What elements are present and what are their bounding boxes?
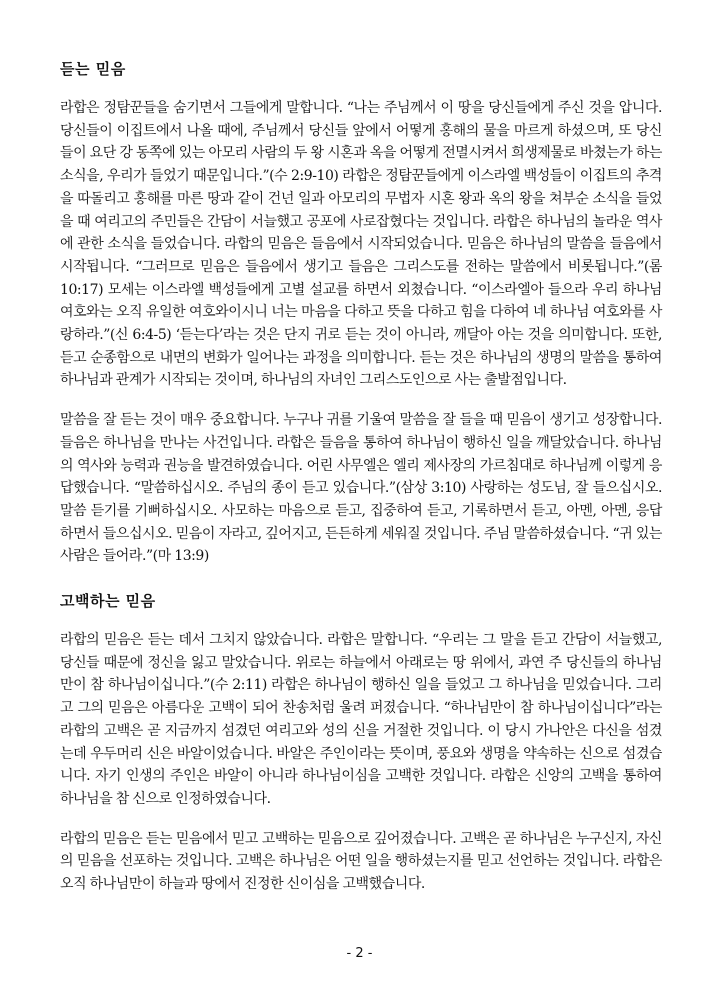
paragraph: 말씀을 잘 듣는 것이 매우 중요합니다. 누구나 귀를 기울여 말씀을 잘 들을 때 믿음이 생기고 성장합니다. 들음은 하나님을 만나는 사건입니다. 라합은 들음을 통하여 하나님이 행하신 일을 깨달았습니다. 하나님의 역사와 능력과 권능을 발견하였습니다. 어린 사무엘은 엘리 제사장의 가르침대로 하나님께 이렇게 응답했습니다. “말씀하십시오. 주님의 종이 듣고 있습니다.”(삼상 3:10) 사랑하는 성도님, 잘 들으십시오. 말씀 듣기를 기뻐하십시오. 사모하는 마음으로 듣고, 집중하여 듣고, 기록하면서 듣고, 아멘, 아멘, 응답하면서 들으십시오. 믿음이 자라고, 깊어지고, 든든하게 세워질 것입니다. 주님 말씀하셨습니다. “귀 있는 사람은 들어라.”(마 13:9) [60,412,662,565]
section-heading: 고백하는 믿음 [60,592,156,611]
paragraph: 라합의 믿음은 듣는 데서 그치지 않았습니다. 라합은 말합니다. “우리는 그 말을 듣고 간담이 서늘했고, 당신들 때문에 정신을 잃고 말았습니다. 위로는 하늘에서 아래로는 땅 위에서, 과연 주 당신들의 하나님만이 참 하나님이십니다.”(수 2:11) 라합은 하나님이 행하신 일을 들었고 그 하나님을 믿었습니다. 그리고 그의 믿음은 아름다운 고백이 되어 찬송처럼 울려 퍼졌습니다. “하나님만이 참 하나님이십니다”라는 라합의 고백은 곧 지금까지 섬겼던 여리고와 성의 신을 거절한 것입니다. 이 당시 가나안은 다신을 섬겼는데 우두머리 신은 바알이었습니다. 바알은 주인이라는 뜻이며, 풍요와 생명을 약속하는 신으로 섬겼습니다. 자기 인생의 주인은 바알이 아니라 하나님이심을 고백한 것입니다. 라합은 신앙의 고백을 통하여 하나님을 참 신으로 인정하였습니다. [60,632,662,807]
paragraph: 라합의 믿음은 듣는 믿음에서 믿고 고백하는 믿음으로 깊어졌습니다. 고백은 곧 하나님은 누구신지, 자신의 믿음을 선포하는 것입니다. 고백은 하나님은 어떤 일을 행하셨는지를 믿고 선언하는 것입니다. 라합은 오직 하나님만이 하늘과 땅에서 진정한 신이심을 고백했습니다. [60,830,662,893]
paragraph: 라합은 정탐꾼들을 숨기면서 그들에게 말합니다. “나는 주님께서 이 땅을 당신들에게 주신 것을 압니다. 당신들이 이집트에서 나올 때에, 주님께서 당신들 앞에서 어떻게 홍해의 물을 마르게 하셨으며, 또 당신들이 요단 강 동쪽에 있는 아모리 사람의 두 왕 시혼과 옥을 어떻게 전멸시켜서 희생제물로 바쳤는가 하는 소식을, 우리가 들었기 때문입니다.”(수 2:9-10) 라합은 정탐꾼들에게 이스라엘 백성들이 이집트의 추격을 따돌리고 홍해를 마른 땅과 같이 건넌 일과 아모리의 무법자 시혼 왕과 옥의 왕을 쳐부순 소식을 들었을 때 여리고의 주민들은 간담이 서늘했고 공포에 사로잡혔다는 것입니다. 라합은 하나님의 놀라운 역사에 관한 소식을 들었습니다. 라합의 믿음은 들음에서 시작되었습니다. 믿음은 하나님의 말씀을 들음에서 시작됩니다. “그러므로 믿음은 들음에서 생기고 들음은 그리스도를 전하는 말씀에서 비롯됩니다.”(롬 10:17) 모세는 이스라엘 백성들에게 고별 설교를 하면서 외쳤습니다. “이스라엘아 들으라 우리 하나님 여호와는 오직 유일한 여호와이시니 너는 마음을 다하고 뜻을 다하고 힘을 다하여 네 하나님 여호와를 사랑하라.”(신 6:4-5) ‘듣는다’라는 것은 단지 귀로 듣는 것이 아니라, 깨달아 아는 것을 의미합니다. 또한, 듣고 순종함으로 내면의 변화가 일어나는 과정을 의미합니다. 듣는 것은 하나님의 생명의 말씀을 통하여 하나님과 관계가 시작되는 것이며, 하나님의 자녀인 그리스도인으로 사는 출발점입니다. [60,100,662,389]
page-number: - 2 - [346,946,373,961]
section-heading: 듣는 믿음 [60,60,126,78]
section-confessing-faith [60,590,662,896]
section-hearing-faith [60,58,662,568]
